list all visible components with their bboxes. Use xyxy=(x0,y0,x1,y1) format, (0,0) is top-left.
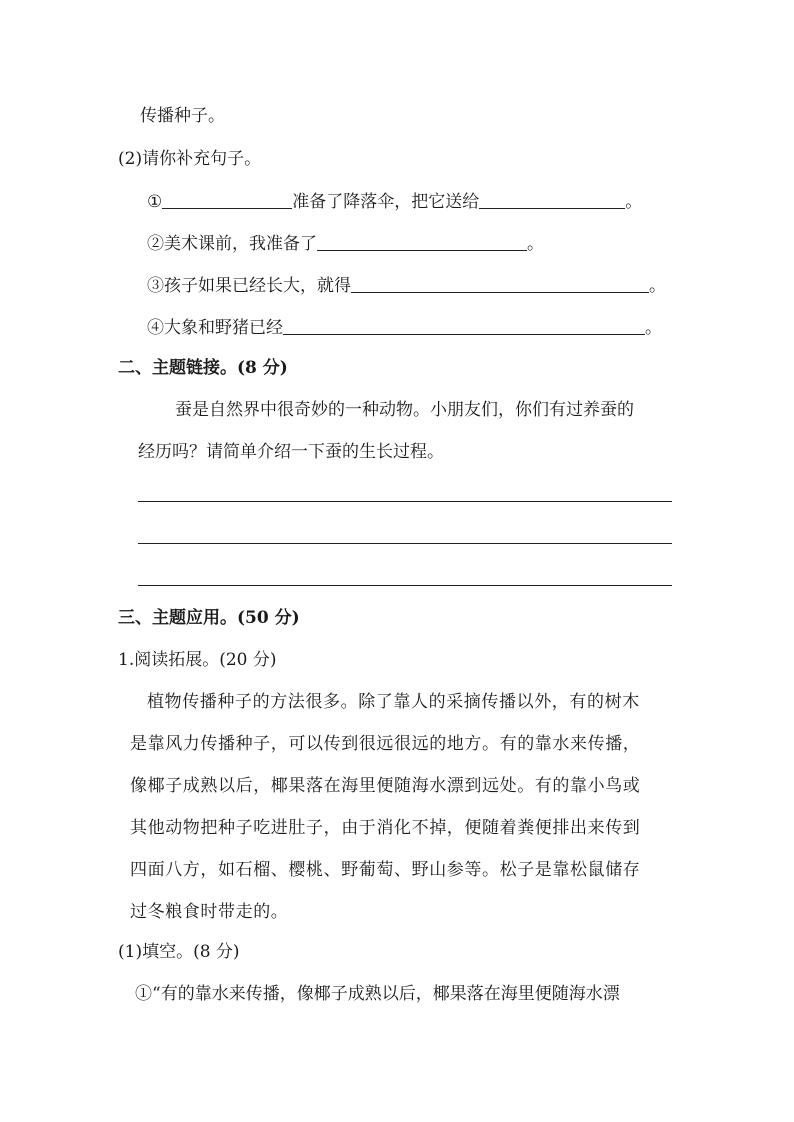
answer-line-1[interactable] xyxy=(138,501,672,502)
blank-2[interactable] xyxy=(317,232,527,251)
passage-line: 过冬粮食时带走的。 xyxy=(130,902,289,922)
sentence-3-end: 。 xyxy=(649,276,666,296)
blank-4[interactable] xyxy=(283,316,645,335)
question-1-heading: 1.阅读拓展。(20 分) xyxy=(118,650,277,670)
sentence-2-end: 。 xyxy=(527,234,544,254)
section-3-title: 三、主题应用。(50 分) xyxy=(118,608,300,628)
blank-1b[interactable] xyxy=(479,190,625,209)
sentence-1-end: 。 xyxy=(625,192,643,212)
sentence-4-end: 。 xyxy=(645,318,662,338)
continued-text: 传播种子。 xyxy=(140,106,225,126)
passage-line: 四面八方，如石榴、樱桃、野葡萄、野山参等。松子是靠松鼠储存 xyxy=(130,860,641,880)
fill-sentence-1 xyxy=(147,190,642,214)
fill-sentence-4 xyxy=(147,316,662,340)
sentence-2-text: ②美术课前，我准备了 xyxy=(147,234,317,254)
fill-sentence-3 xyxy=(147,274,666,298)
blank-1a[interactable] xyxy=(162,190,292,209)
answer-line-3[interactable] xyxy=(138,585,672,586)
sub-question-1-item-1: ①“有的靠水来传播，像椰子成熟以后，椰果落在海里便随海水漂 xyxy=(135,984,620,1004)
passage-line: 是靠风力传播种子，可以传到很远很远的地方。有的靠水来传播， xyxy=(130,734,641,754)
question-2-heading: (2)请你补充句子。 xyxy=(118,149,262,169)
blank-3[interactable] xyxy=(351,274,649,293)
sentence-1-text: 准备了降落伞，把它送给 xyxy=(292,192,480,212)
section-2-title: 二、主题链接。(8 分) xyxy=(118,358,288,378)
sentence-3-text: ③孩子如果已经长大，就得 xyxy=(147,276,351,296)
answer-line-2[interactable] xyxy=(138,543,672,544)
sentence-4-text: ④大象和野猪已经 xyxy=(147,318,283,338)
fill-sentence-2 xyxy=(147,232,544,256)
section-2-prompt-line-2: 经历吗？请简单介绍一下蚕的生长过程。 xyxy=(138,442,444,462)
passage-line: 像椰子成熟以后，椰果落在海里便随海水漂到远处。有的靠小鸟或 xyxy=(130,776,641,796)
sub-question-1-heading: (1)填空。(8 分) xyxy=(118,942,240,962)
passage-line: 植物传播种子的方法很多。除了靠人的采摘传播以外，有的树木 xyxy=(147,692,640,712)
section-2-prompt-line-1: 蚕是自然界中很奇妙的一种动物。小朋友们，你们有过养蚕的 xyxy=(175,400,634,420)
passage-line: 其他动物把种子吃进肚子，由于消化不掉，便随着粪便排出来传到 xyxy=(130,818,641,838)
sentence-1-number: ① xyxy=(147,192,163,212)
